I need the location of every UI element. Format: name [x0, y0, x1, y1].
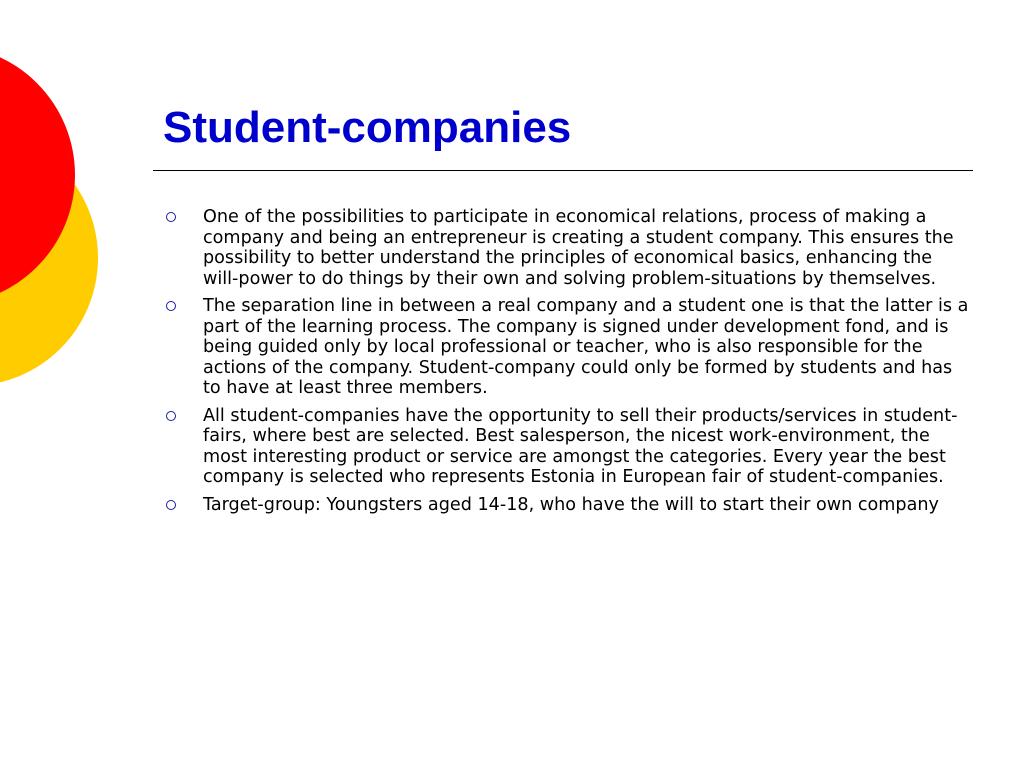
slide-title: Student-companies [163, 103, 572, 152]
hollow-circle-bullet-icon [166, 301, 176, 311]
hollow-circle-bullet-icon [166, 500, 176, 510]
hollow-circle-bullet-icon [166, 411, 176, 421]
decorative-circles [0, 0, 110, 420]
bullet-item [163, 207, 973, 289]
bullet-text: One of the possibilities to participate in economical relations, process of making a company and being an entrepreneur is creating a student company. This ensures the possibility to better understand the principles of economical basics, enhancing the will-power to do things by their own and solving problem-situations by themselves. [203, 207, 954, 289]
bullet-item [163, 296, 973, 399]
bullet-text: All student-companies have the opportunity to sell their products/services in student-fairs, where best are selected. Best salesperson, the nicest work-environment, the most interesting product or service are amongst the categories. Every year the best company is selected who represents Estonia in European fair of student-companies. [203, 405, 958, 487]
bullet-item [163, 495, 973, 516]
bullet-text: Target-group: Youngsters aged 14-18, who have the will to start their own company [203, 494, 939, 515]
bullet-list [163, 207, 973, 522]
hollow-circle-bullet-icon [166, 212, 176, 222]
bullet-item [163, 406, 973, 488]
bullet-text: The separation line in between a real company and a student one is that the latter is a part of the learning process. The company is signed under development fond, and is being guided only by local professional or teacher, who is also responsible for the actions of the company. Student-company could only be formed by students and has to have at least three members. [203, 296, 969, 398]
title-divider [153, 170, 973, 171]
